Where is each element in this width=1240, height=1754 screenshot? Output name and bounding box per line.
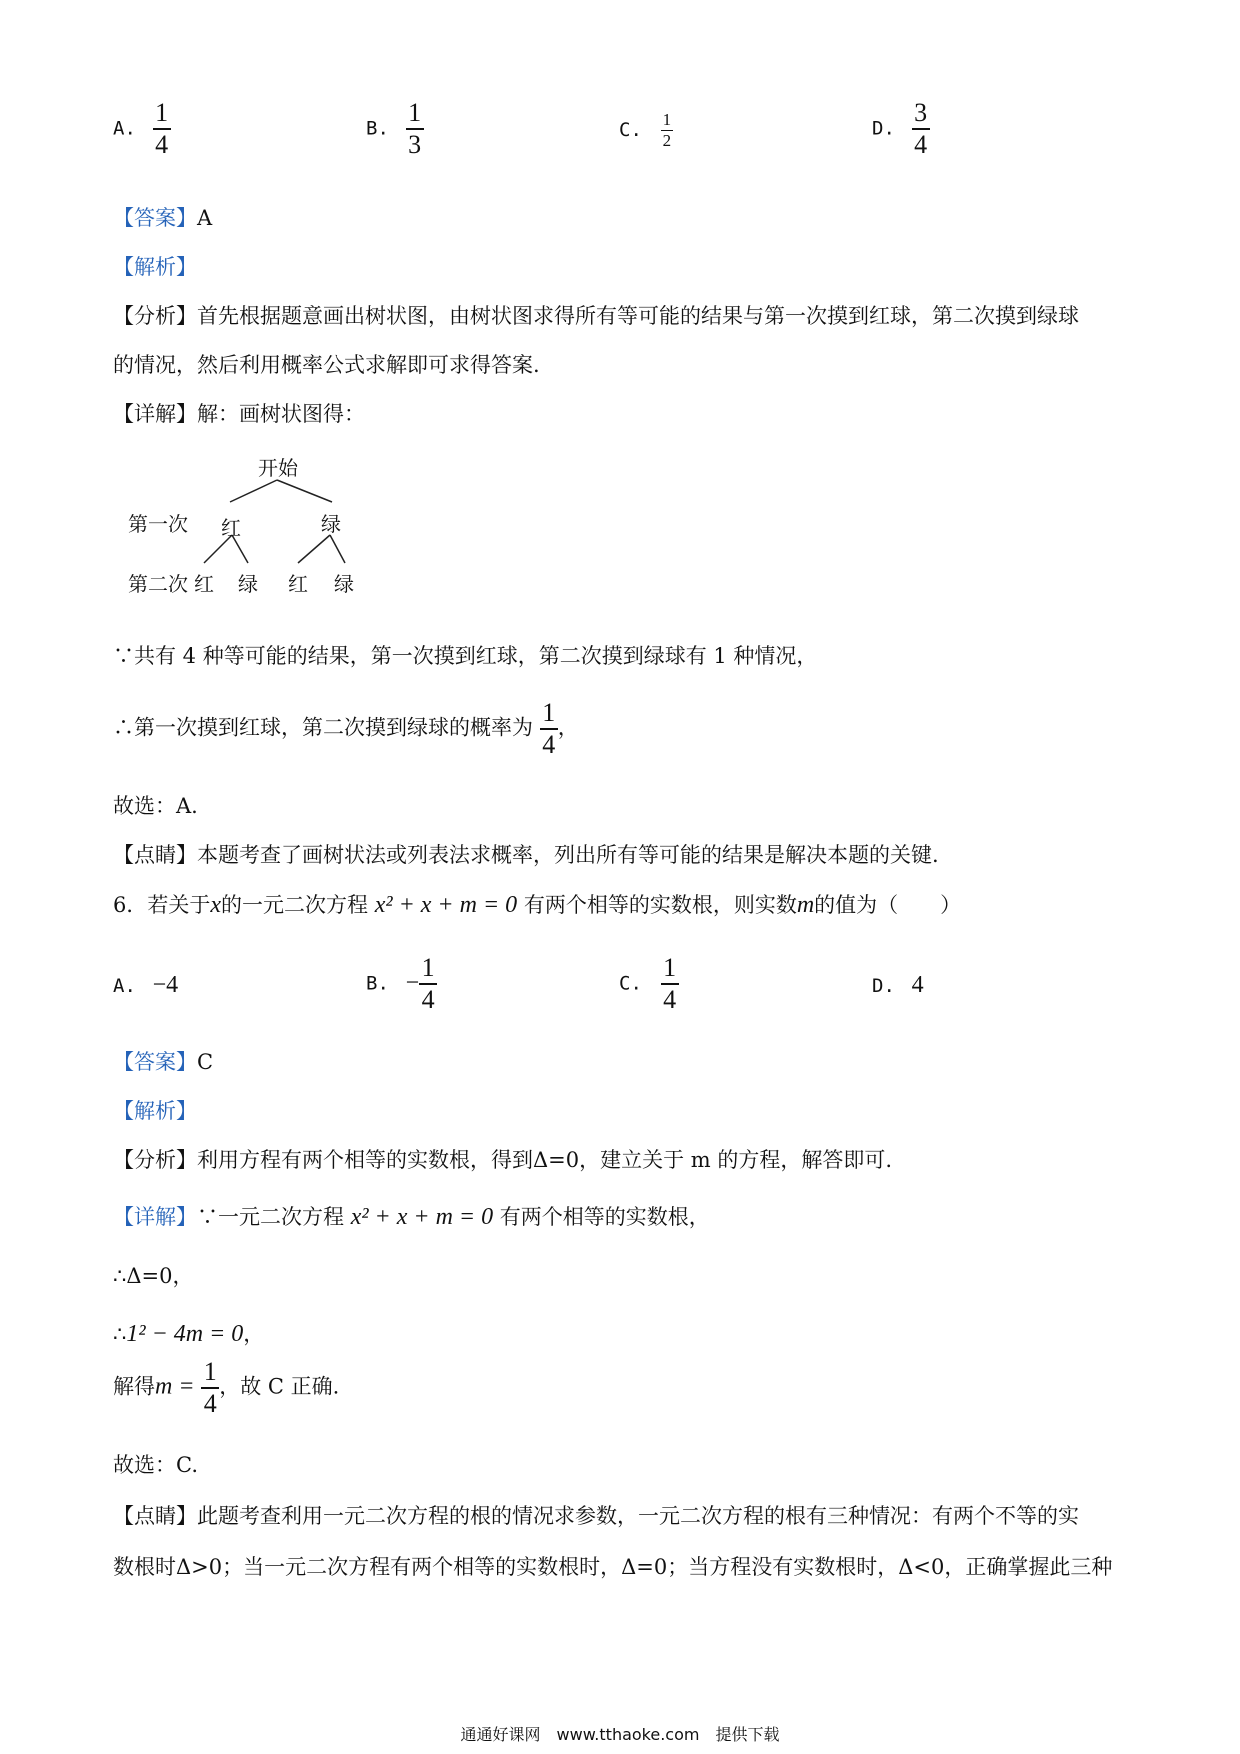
tree-level2-label: 第二次 — [128, 572, 188, 596]
fraction: $\frac{1}{3}$ — [406, 100, 424, 158]
q6-stem: 6．若关于x的一元二次方程 x² + x + m = 0 有两个相等的实数根，则实数m的值为（ ） — [113, 892, 962, 918]
fenxi-tag: 【分析】 — [113, 304, 197, 328]
tree-node-green: 绿 — [321, 512, 341, 536]
q6-choose: 故选：C. — [113, 1453, 198, 1477]
q5-fenxi-line1: 【分析】首先根据题意画出树状图，由树状图求得所有等可能的结果与第一次摸到红球，第二次摸到绿球 — [113, 304, 1079, 328]
tree-leaf: 红 — [194, 572, 214, 596]
answer-value: A — [197, 206, 213, 230]
fraction: $\frac{1}{4}$ — [661, 955, 679, 1013]
tree-leaf: 绿 — [238, 572, 258, 596]
q6-fenxi: 【分析】利用方程有两个相等的实数根，得到Δ=0，建立关于 m 的方程，解答即可. — [113, 1148, 893, 1172]
fraction: $\frac{1}{2}$ — [662, 110, 672, 150]
q6-answer — [113, 1047, 213, 1077]
tree-leaf: 红 — [288, 572, 308, 596]
q5-option-b: B. $\frac{1}{3}$ — [366, 100, 424, 158]
tree-diagram — [120, 450, 380, 610]
q5-fenxi-line2: 的情况，然后利用概率公式求解即可求得答案. — [113, 353, 540, 377]
q6-dianjing-line2: 数根时Δ>0；当一元二次方程有两个相等的实数根时，Δ=0；当方程没有实数根时，Δ<0，正确掌握此三种 — [113, 1555, 1113, 1579]
xiangjie-tag: 【详解】 — [113, 402, 197, 426]
tree-node-red: 红 — [221, 516, 241, 540]
q5-therefore-line: ∴第一次摸到红球，第二次摸到绿球的概率为 $\frac{1}{4}$ ， — [113, 698, 579, 759]
q6-option-d: D. 4 — [872, 972, 924, 998]
fraction: $\frac{1}{4}$ — [540, 700, 558, 758]
q5-option-a: A. $\frac{1}{4}$ — [113, 100, 171, 158]
fraction: $\frac{1}{4}$ — [201, 1359, 219, 1417]
q6-solve: 解得m = $\frac{1}{4}$ ，故 C 正确. — [113, 1357, 340, 1418]
fraction: $\frac{1}{4}$ — [419, 955, 437, 1013]
equation: x² + x + m = 0 — [374, 892, 518, 918]
page-footer: 通通好课网 www.tthaoke.com 提供下载 — [460, 1725, 780, 1744]
q5-because-line: ∵共有 4 种等可能的结果，第一次摸到红球，第二次摸到绿球有 1 种情况， — [113, 644, 818, 668]
q5-option-c: C. $\frac{1}{2}$ — [619, 110, 672, 150]
xiangjie-tag: 【详解】 — [113, 1205, 197, 1229]
tree-leaf: 绿 — [334, 572, 354, 596]
tree-level1-label: 第一次 — [128, 512, 188, 536]
q5-analysis-tag: 【解析】 — [113, 255, 197, 279]
equation: x² + x + m = 0 — [350, 1204, 494, 1230]
q6-step1: ∴Δ=0， — [113, 1264, 194, 1288]
q6-xiangjie: 【详解】∵一元二次方程 x² + x + m = 0 有两个相等的实数根， — [113, 1204, 710, 1230]
fraction: $\frac{1}{4}$ — [153, 100, 171, 158]
q5-choose: 故选：A. — [113, 794, 198, 818]
fenxi-tag: 【分析】 — [113, 1148, 197, 1172]
equation: 1² − 4m = 0 — [126, 1321, 244, 1347]
q6-step2: ∴1² − 4m = 0， — [113, 1321, 265, 1347]
fraction: $\frac{3}{4}$ — [912, 100, 930, 158]
tree-root: 开始 — [258, 456, 298, 480]
q5-dianjing: 【点睛】本题考查了画树状法或列表法求概率，列出所有等可能的结果是解决本题的关键. — [113, 843, 939, 867]
q6-analysis-tag: 【解析】 — [113, 1099, 197, 1123]
q5-option-d: D. $\frac{3}{4}$ — [872, 100, 930, 158]
dianjing-tag: 【点睛】 — [113, 843, 197, 867]
q6-option-b: B. − $\frac{1}{4}$ — [366, 955, 437, 1013]
q6-option-a: A. −4 — [113, 972, 179, 998]
q6-option-c: C. $\frac{1}{4}$ — [619, 955, 679, 1013]
answer-value: C — [197, 1050, 214, 1074]
q5-xiangjie: 【详解】解：画树状图得： — [113, 402, 365, 426]
dianjing-tag: 【点睛】 — [113, 1504, 197, 1528]
answer-tag: 【答案】 — [113, 206, 197, 230]
answer-tag: 【答案】 — [113, 1050, 197, 1074]
q5-answer — [113, 203, 212, 233]
q6-dianjing-line1: 【点睛】此题考查利用一元二次方程的根的情况求参数，一元二次方程的根有三种情况：有两个不等的实 — [113, 1504, 1079, 1528]
